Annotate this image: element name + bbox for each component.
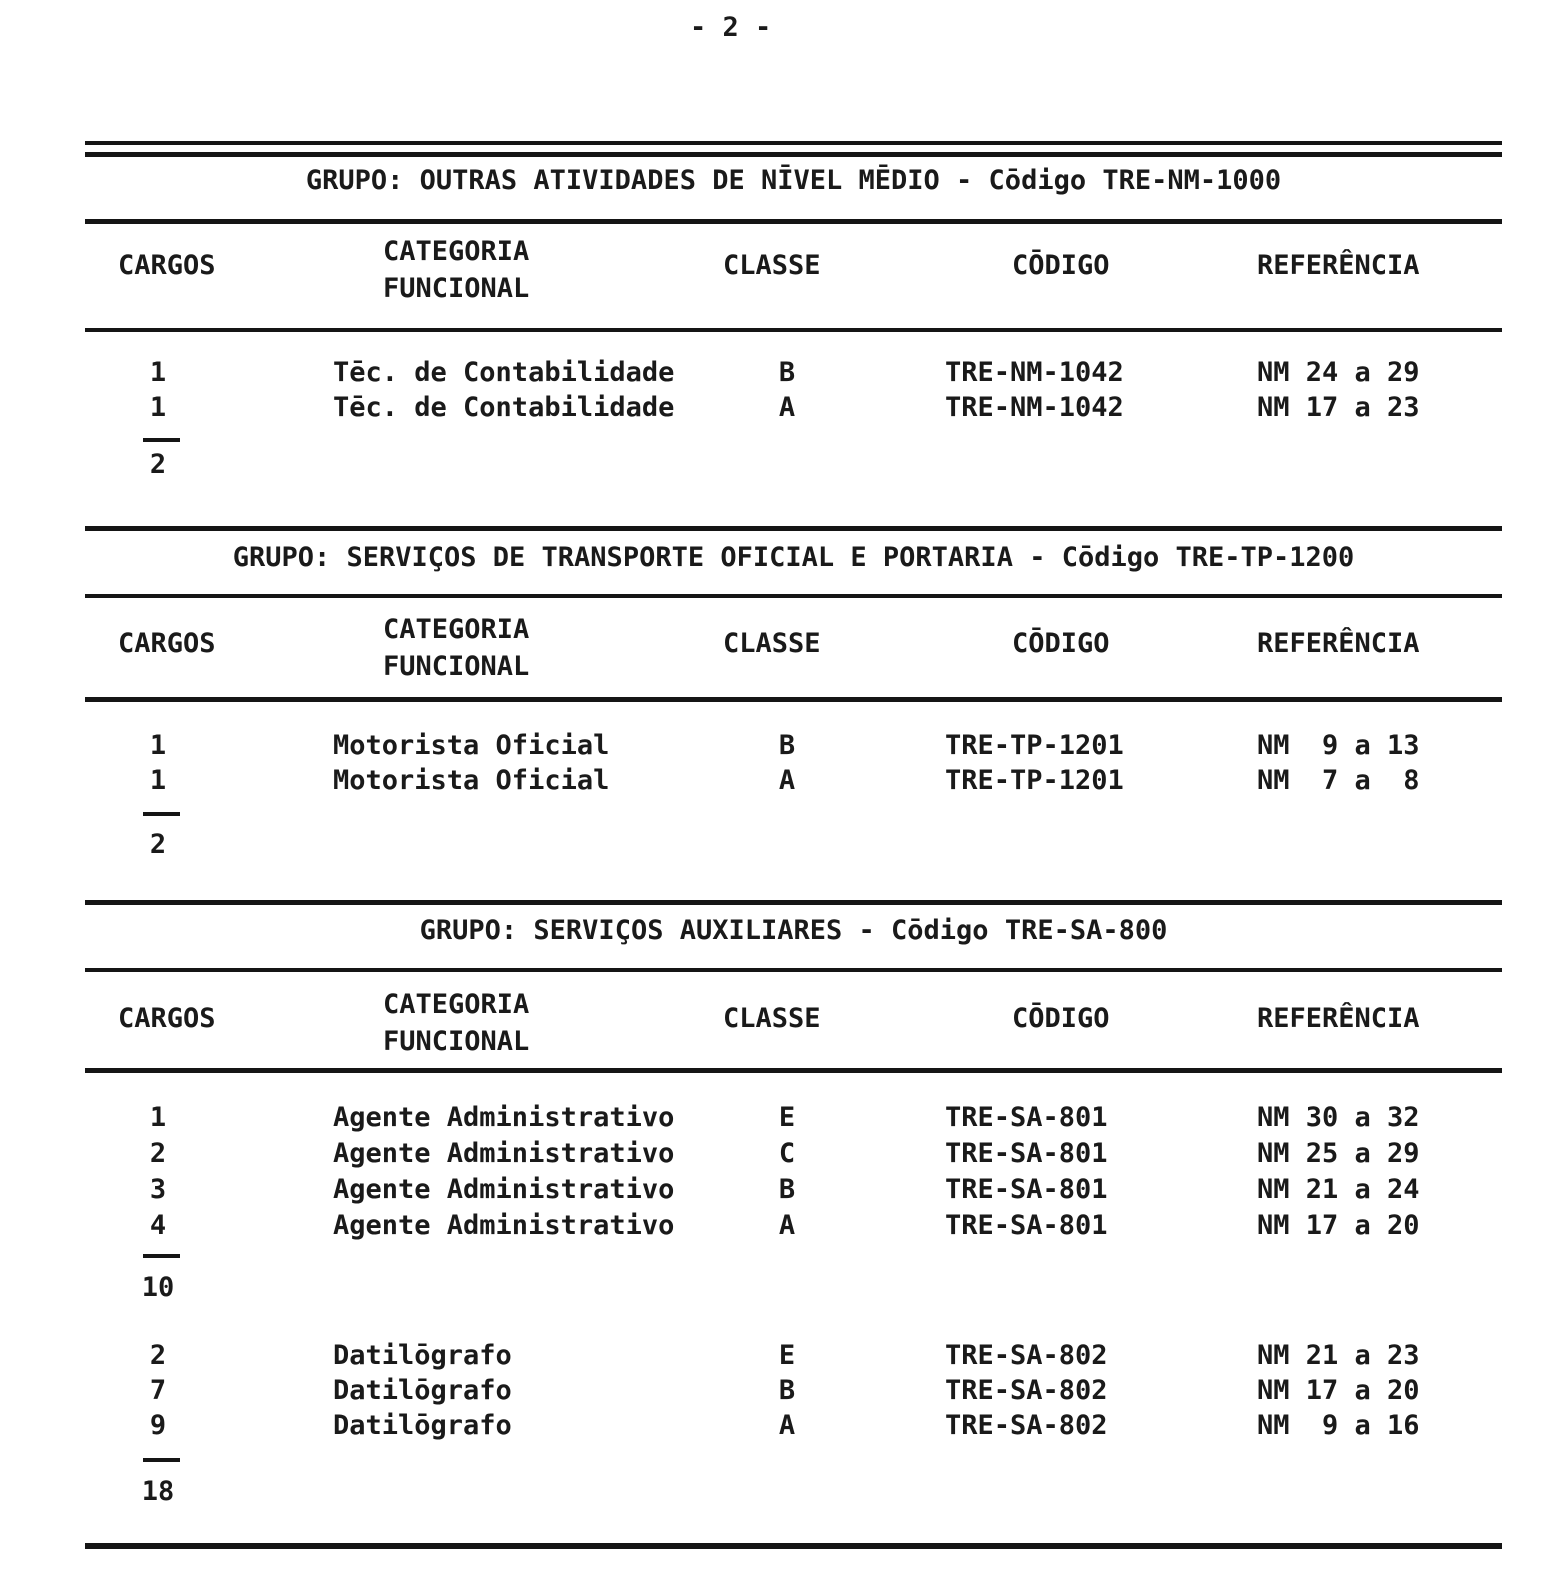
cell-referencia: NM 17 a 20 [1257,1210,1420,1241]
cell-referencia: NM 9 a 16 [1257,1410,1420,1441]
column-header-classe: CLASSE [723,1003,821,1034]
cell-referencia: NM 9 a 13 [1257,730,1420,761]
cell-cargos: 4 [149,1210,167,1241]
cell-referencia: NM 17 a 20 [1257,1375,1420,1406]
cell-codigo: TRE-SA-802 [945,1340,1108,1371]
cell-categoria: Datilōgrafo [333,1340,512,1371]
cell-codigo: TRE-NM-1042 [945,392,1124,423]
cell-categoria: Agente Administrativo [333,1210,675,1241]
cell-cargos: 3 [149,1174,167,1205]
horizontal-rule [85,526,1502,531]
horizontal-rule [85,697,1502,702]
column-header-codigo: CŌDIGO [1012,250,1110,281]
cell-codigo: TRE-SA-802 [945,1375,1108,1406]
cell-categoria: Agente Administrativo [333,1102,675,1133]
cell-cargos: 1 [149,765,167,796]
cell-classe: B [778,1375,796,1406]
section-title: GRUPO: SERVIÇOS DE TRANSPORTE OFICIAL E PORTARIA - Cōdigo TRE-TP-1200 [232,542,1355,573]
horizontal-rule [85,968,1502,972]
group-total: 2 [149,829,167,860]
column-header-referencia: REFERÊNCIA [1257,1003,1420,1034]
cell-categoria: Tēc. de Contabilidade [333,392,675,423]
horizontal-rule [85,152,1502,157]
cell-classe: B [778,730,796,761]
cell-codigo: TRE-SA-801 [945,1138,1108,1169]
cell-categoria: Tēc. de Contabilidade [333,357,675,388]
cell-classe: C [778,1138,796,1169]
column-header-referencia: REFERÊNCIA [1257,250,1420,281]
cell-referencia: NM 21 a 24 [1257,1174,1420,1205]
cell-classe: A [778,1210,796,1241]
group-total: 2 [149,449,167,480]
cell-categoria: Datilōgrafo [333,1410,512,1441]
horizontal-rule [85,594,1502,598]
column-header-categoria-line2: FUNCIONAL [383,273,530,304]
cell-referencia: NM 17 a 23 [1257,392,1420,423]
cell-referencia: NM 7 a 8 [1257,765,1420,796]
cell-cargos: 1 [149,357,167,388]
column-header-classe: CLASSE [723,628,821,659]
column-header-classe: CLASSE [723,250,821,281]
column-header-categoria-line2: FUNCIONAL [383,1026,530,1057]
column-header-cargos: CARGOS [118,628,216,659]
total-overline [143,812,180,816]
cell-cargos: 1 [149,392,167,423]
cell-referencia: NM 21 a 23 [1257,1340,1420,1371]
horizontal-rule [85,1543,1502,1549]
cell-categoria: Datilōgrafo [333,1375,512,1406]
cell-referencia: NM 30 a 32 [1257,1102,1420,1133]
cell-referencia: NM 25 a 29 [1257,1138,1420,1169]
cell-classe: E [778,1102,796,1133]
column-header-categoria-line1: CATEGORIA [383,989,530,1020]
cell-referencia: NM 24 a 29 [1257,357,1420,388]
cell-codigo: TRE-SA-801 [945,1174,1108,1205]
cell-categoria: Motorista Oficial [333,765,610,796]
column-header-codigo: CŌDIGO [1012,1003,1110,1034]
section-title: GRUPO: OUTRAS ATIVIDADES DE NĪVEL MĒDIO - Cōdigo TRE-NM-1000 [305,165,1282,196]
cell-cargos: 9 [149,1410,167,1441]
column-header-cargos: CARGOS [118,1003,216,1034]
horizontal-rule [85,141,1502,145]
horizontal-rule [85,328,1502,332]
cell-codigo: TRE-SA-801 [945,1210,1108,1241]
cell-codigo: TRE-SA-802 [945,1410,1108,1441]
total-overline [143,1458,180,1462]
page-number: - 2 - [690,12,772,43]
total-overline [143,1254,180,1258]
group-total: 10 [141,1272,175,1303]
cell-cargos: 1 [149,730,167,761]
cell-cargos: 2 [149,1138,167,1169]
cell-codigo: TRE-TP-1201 [945,765,1124,796]
horizontal-rule [85,1068,1502,1073]
cell-classe: B [778,1174,796,1205]
cell-classe: E [778,1340,796,1371]
cell-categoria: Agente Administrativo [333,1138,675,1169]
cell-codigo: TRE-NM-1042 [945,357,1124,388]
column-header-cargos: CARGOS [118,250,216,281]
cell-cargos: 1 [149,1102,167,1133]
cell-codigo: TRE-TP-1201 [945,730,1124,761]
cell-cargos: 7 [149,1375,167,1406]
section-title: GRUPO: SERVIÇOS AUXILIARES - Cōdigo TRE-SA-800 [419,915,1168,946]
cell-codigo: TRE-SA-801 [945,1102,1108,1133]
column-header-categoria-line2: FUNCIONAL [383,651,530,682]
total-overline [143,438,180,442]
cell-categoria: Agente Administrativo [333,1174,675,1205]
cell-classe: A [778,392,796,423]
horizontal-rule [85,900,1502,905]
cell-classe: B [778,357,796,388]
cell-cargos: 2 [149,1340,167,1371]
column-header-codigo: CŌDIGO [1012,628,1110,659]
group-total: 18 [141,1476,175,1507]
horizontal-rule [85,219,1502,224]
column-header-referencia: REFERÊNCIA [1257,628,1420,659]
column-header-categoria-line1: CATEGORIA [383,614,530,645]
cell-categoria: Motorista Oficial [333,730,610,761]
cell-classe: A [778,765,796,796]
column-header-categoria-line1: CATEGORIA [383,236,530,267]
cell-classe: A [778,1410,796,1441]
